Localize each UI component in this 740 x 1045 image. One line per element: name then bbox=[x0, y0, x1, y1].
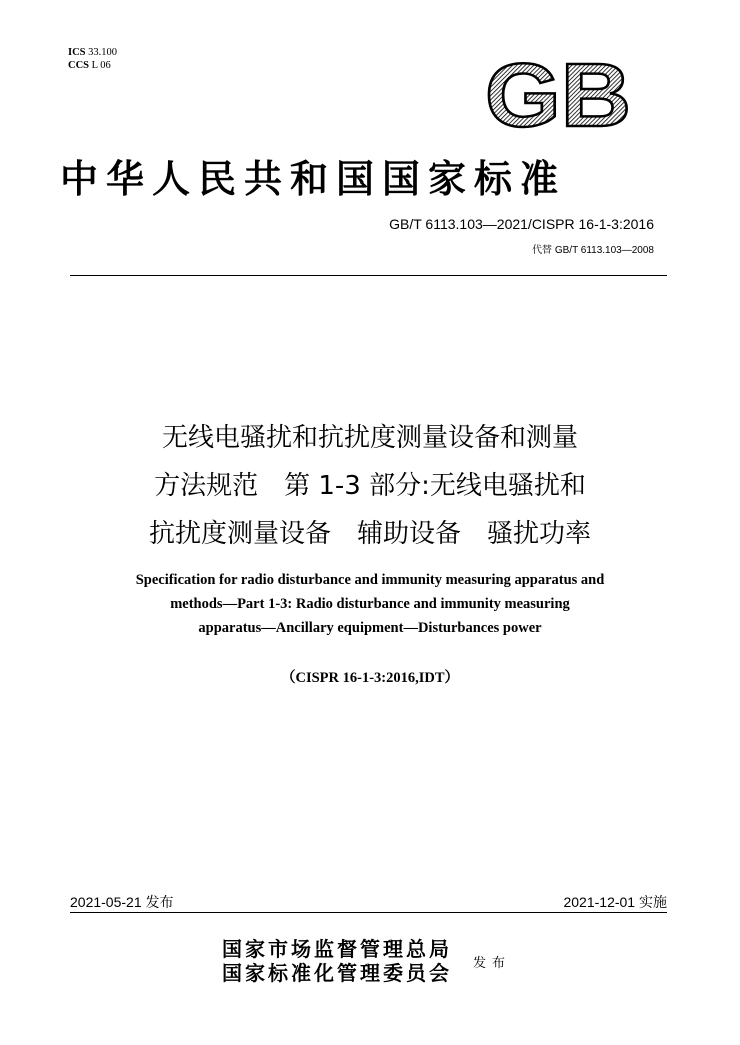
classification-codes bbox=[68, 46, 117, 72]
english-title-line: Specification for radio disturbance and immunity measuring apparatus and bbox=[135, 572, 605, 588]
standard-number: GB/T 6113.103—2021/CISPR 16-1-3:2016 bbox=[389, 216, 654, 232]
publish-label: 发布 bbox=[473, 956, 512, 971]
implementation-date: 2021-12-01 实施 bbox=[563, 894, 667, 910]
ics-line: ICS 33.100 bbox=[68, 47, 118, 58]
replaces-note: 代替 GB/T 6113.103—2008 bbox=[532, 245, 654, 256]
gb-logo bbox=[483, 56, 633, 132]
chinese-title-line: 抗扰度测量设备 辅助设备 骚扰功率 bbox=[148, 519, 591, 549]
adoption-note: （CISPR 16-1-3:2016,IDT） bbox=[280, 670, 460, 686]
issuer-name: 国家标准化管理委员会 bbox=[222, 961, 452, 985]
english-title bbox=[60, 568, 680, 640]
top-divider bbox=[70, 275, 667, 276]
ccs-line: CCS L 06 bbox=[68, 60, 111, 71]
chinese-title bbox=[40, 414, 700, 558]
bottom-divider bbox=[70, 912, 667, 913]
issuer-name: 国家市场监督管理总局 bbox=[222, 937, 452, 961]
chinese-title-line: 无线电骚扰和抗扰度测量设备和测量 bbox=[161, 423, 578, 453]
standard-type-title: 中华人民共和国国家标准 bbox=[60, 156, 567, 201]
issuing-authorities bbox=[222, 937, 452, 985]
issue-date: 2021-05-21 发布 bbox=[70, 894, 174, 910]
chinese-title-line: 方法规范 第 1-3 部分:无线电骚扰和 bbox=[154, 471, 586, 501]
english-title-line: methods—Part 1-3: Radio disturbance and immunity measuring bbox=[170, 596, 570, 612]
gb-logo-text: GB bbox=[485, 56, 631, 132]
english-title-line: apparatus—Ancillary equipment—Disturbances power bbox=[198, 620, 542, 636]
